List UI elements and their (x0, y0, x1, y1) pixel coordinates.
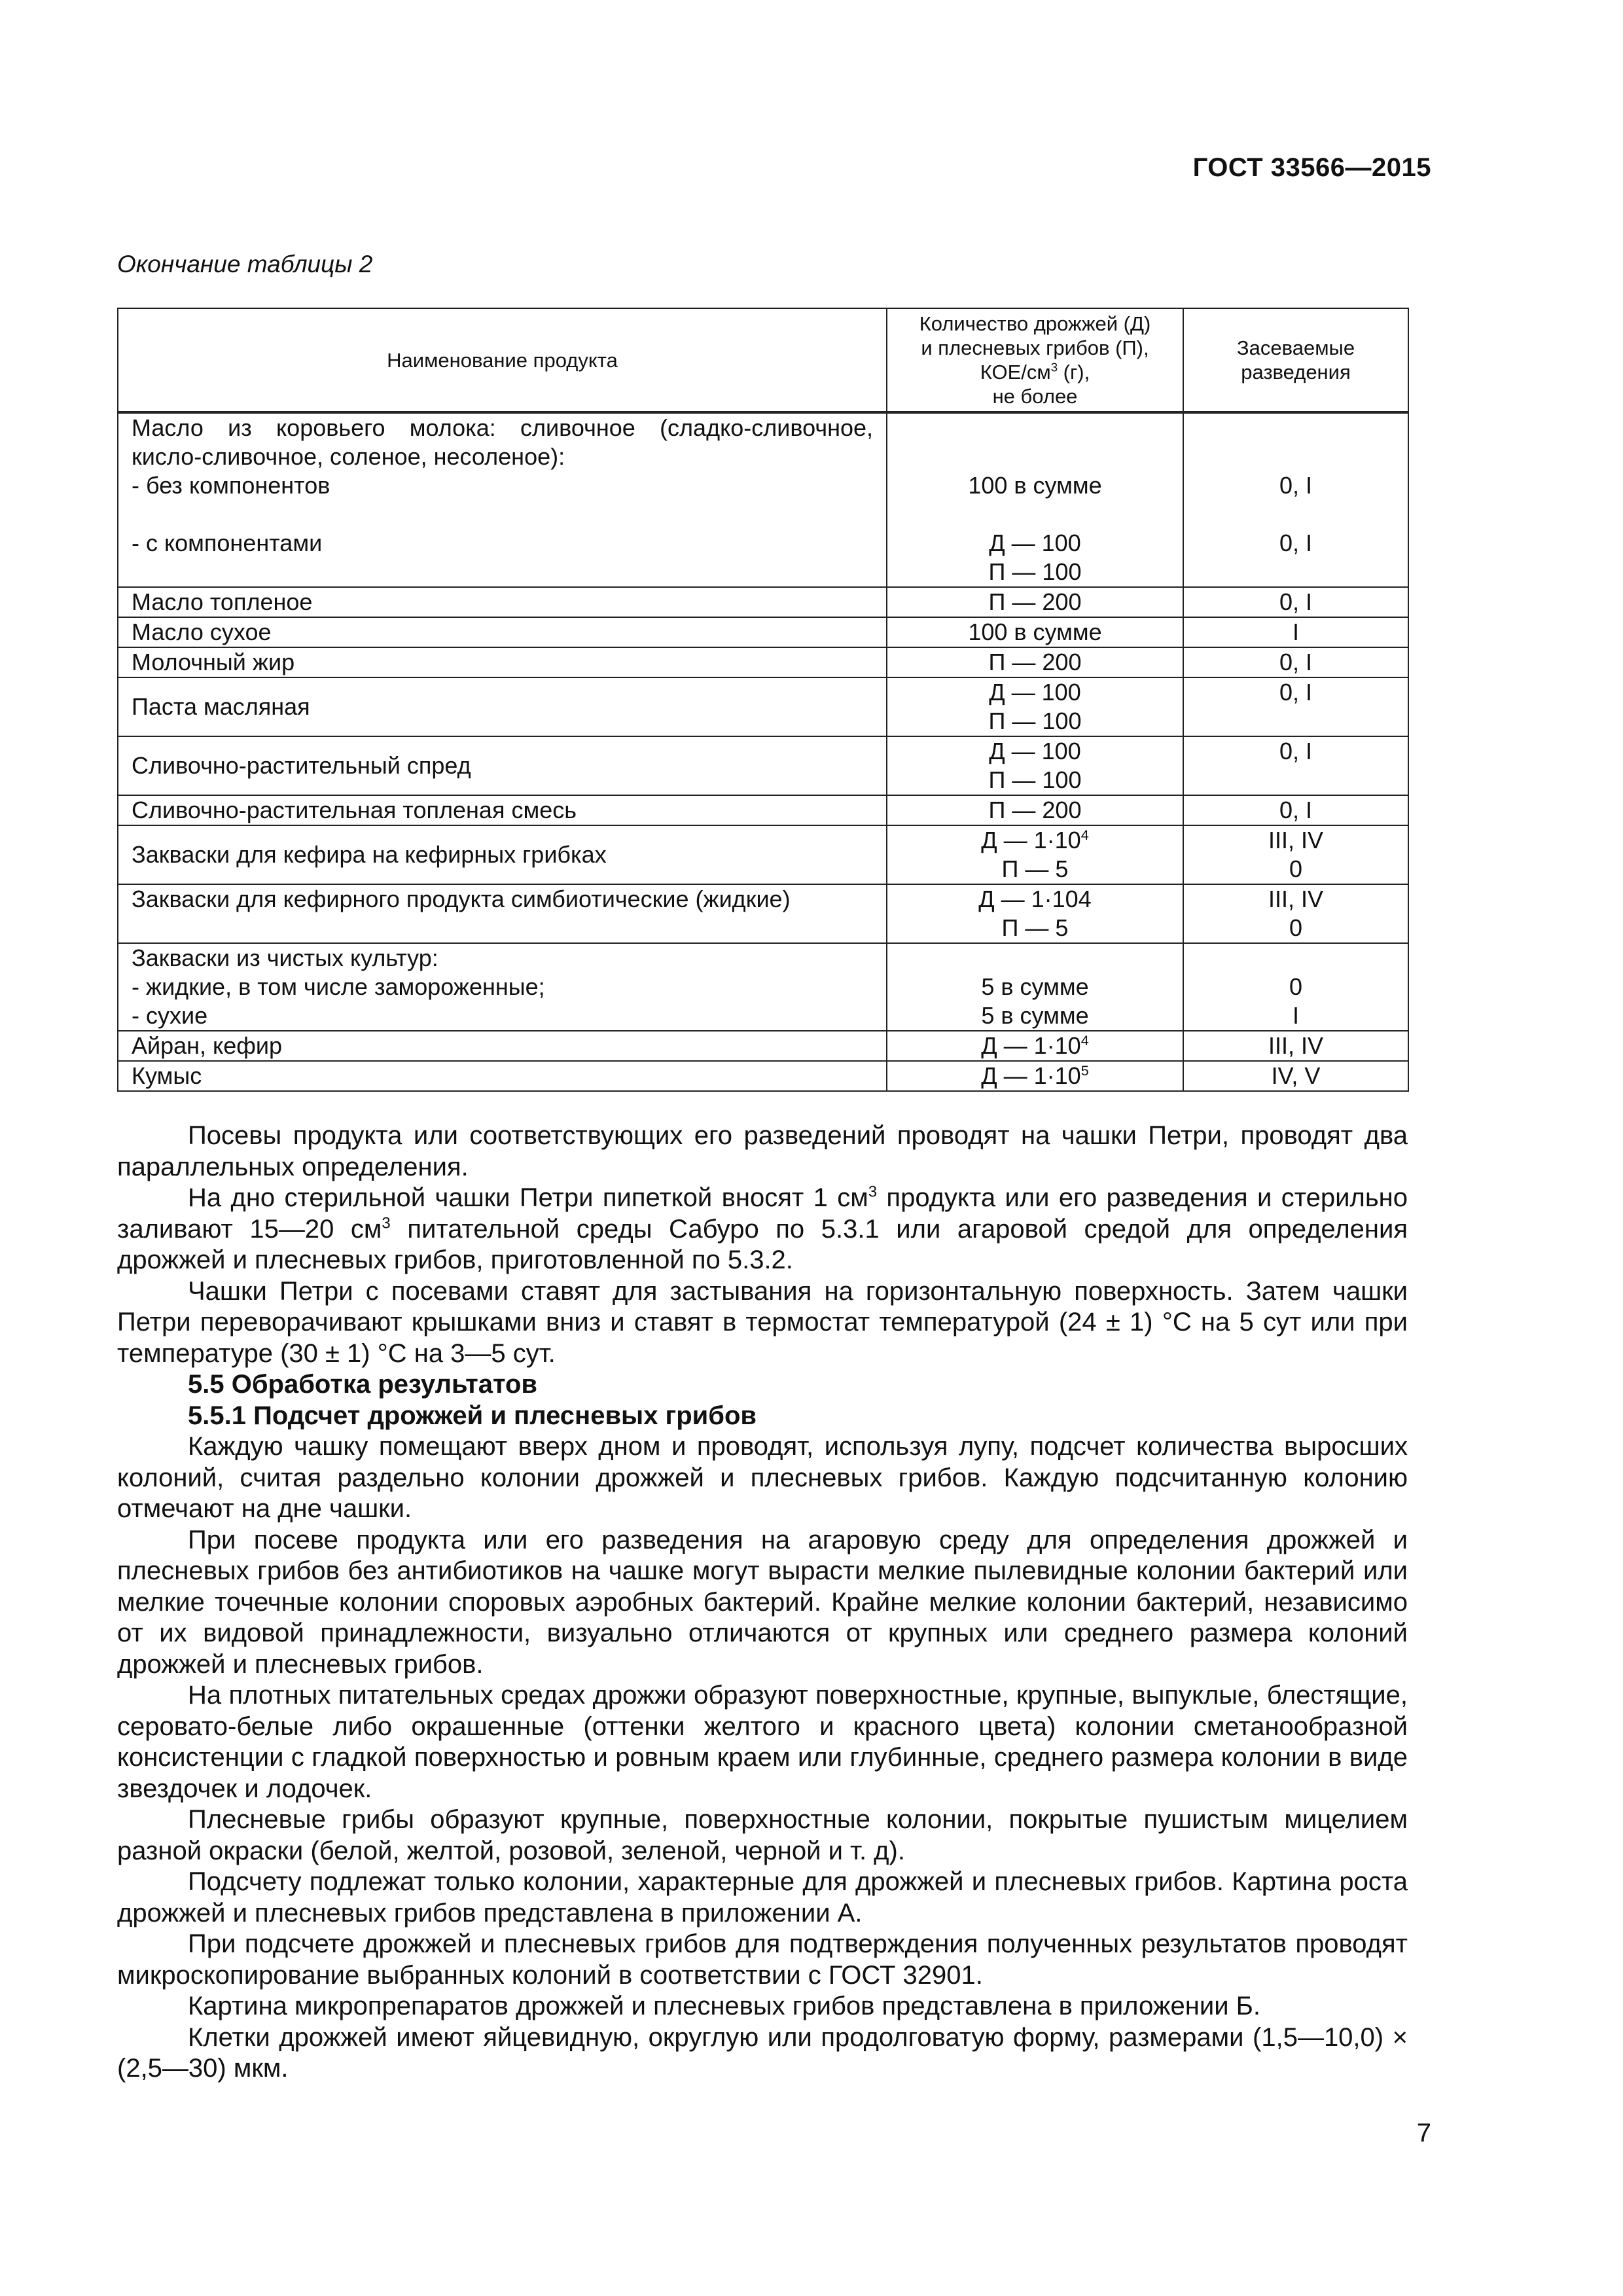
dilution-value: 0, I (1183, 795, 1408, 825)
table-row (118, 884, 1408, 943)
dilution-value: 0, I (1183, 736, 1408, 795)
count-value: Д — 100 П — 100 (887, 677, 1183, 736)
dilution-value: III, IV 0 (1183, 884, 1408, 943)
product-name: Закваски для кефирного продукта симбиотические (жидкие) (118, 884, 887, 943)
count-value: Д — 100 П — 100 (887, 736, 1183, 795)
section-heading: 5.5 Обработка результатов (188, 1370, 538, 1399)
page-number: 7 (1416, 2119, 1431, 2147)
table-row (118, 647, 1408, 677)
product-name: Молочный жир (118, 647, 887, 677)
paragraph: Картина микропрепаратов дрожжей и плесневых грибов представлена в приложении Б. (188, 1992, 1261, 2020)
count-value: 100 в сумме Д — 100 П — 100 (887, 412, 1183, 587)
paragraph: Каждую чашку помещают вверх дном и проводят, используя лупу, подсчет количества выросших колоний, считая раздельно колонии дрожжей и плесневых грибов. Каждую подсчитанную колонию отмечают на дне чашки. (117, 1432, 1408, 1523)
dilution-value: 0, I (1183, 677, 1408, 736)
dilution-value: IV, V (1183, 1061, 1408, 1091)
count-value: Д — $1\cdot 10^4$ (887, 1031, 1183, 1061)
dilution-value: 0 I (1183, 943, 1408, 1031)
table-caption: Окончание таблицы 2 (117, 251, 373, 278)
count-value: П — 200 (887, 587, 1183, 617)
product-name: Кумыс (118, 1061, 887, 1091)
dilution-value: I (1183, 617, 1408, 647)
paragraph: При подсчете дрожжей и плесневых грибов для подтверждения полученных результатов проводят микроскопирование выбранных колоний в соответствии с ГОСТ 32901. (117, 1929, 1408, 1990)
product-name: Айран, кефир (118, 1031, 887, 1061)
table-row (118, 412, 1408, 587)
product-name: Масло топленое (118, 587, 887, 617)
table-header-row (118, 308, 1408, 412)
paragraph: Плесневые грибы образуют крупные, поверхностные колонии, покрытые пушистым мицелием разной окраски (белой, желтой, розовой, зеленой, черной и т. д). (117, 1805, 1408, 1865)
dilution-value: 0, I (1183, 587, 1408, 617)
paragraph: На дно стерильной чашки Петри пипеткой вносят 1 $см^3$ продукта или его разведения и стерильно заливают 15—20 $см^3$ питательной среды Сабуро по 5.3.1 или агаровой средой для определения дрожжей и плесневых грибов, приготовленной по 5.3.2. (117, 1183, 1408, 1274)
table-row (118, 736, 1408, 795)
table-row (118, 943, 1408, 1031)
standard-code: ГОСТ 33566—2015 (1192, 153, 1431, 182)
count-value: Д — $1\cdot 10^4$ П — 5 (887, 825, 1183, 884)
table-row (118, 1031, 1408, 1061)
count-value: Д — $1\cdot 10^5$ (887, 1061, 1183, 1091)
product-name: Закваски для кефира на кефирных грибках (118, 825, 887, 884)
product-name: Сливочно-растительный спред (118, 736, 887, 795)
dilution-value: III, IV 0 (1183, 825, 1408, 884)
table-row (118, 677, 1408, 736)
header-product: Наименование продукта (118, 308, 887, 412)
count-value: Д — 1·104 П — 5 (887, 884, 1183, 943)
dilution-value: III, IV (1183, 1031, 1408, 1061)
paragraph: Подсчету подлежат только колонии, характерные для дрожжей и плесневых грибов. Картина роста дрожжей и плесневых грибов представлена в приложении А. (117, 1867, 1408, 1928)
count-value: 5 в сумме 5 в сумме (887, 943, 1183, 1031)
product-name: Масло сухое (118, 617, 887, 647)
dilution-value: 0, I 0, I (1183, 412, 1408, 587)
product-name: Масло из коровьего молока: сливочное (сладко-сливочное, кисло-сливочное, соленое, несоленое): - без компонентов - с компонентами (118, 412, 887, 587)
table-row (118, 795, 1408, 825)
header-dilutions: Засеваемые разведения (1183, 308, 1408, 412)
table-row (118, 587, 1408, 617)
count-value: П — 200 (887, 795, 1183, 825)
count-value: 100 в сумме (887, 617, 1183, 647)
product-name: Паста масляная (118, 677, 887, 736)
dilution-value: 0, I (1183, 647, 1408, 677)
paragraph: При посеве продукта или его разведения на агаровую среду для определения дрожжей и плесневых грибов без антибиотиков на чашке могут вырасти мелкие пылевидные колонии бактерий или мелкие точечные колонии споровых аэробных бактерий. Крайне мелкие колонии бактерий, независимо от их видовой принадлежности, визуально отличаются от крупных или среднего размера колоний дрожжей и плесневых грибов. (117, 1525, 1408, 1679)
paragraph: Чашки Петри с посевами ставят для застывания на горизонтальную поверхность. Затем чашки Петри переворачивают крышками вниз и ставят в термостат температурой (24 ± 1) °С на 5 сут или при температуре (30 ± 1) °С на 3—5 сут. (117, 1276, 1408, 1368)
body-text (117, 1121, 1408, 2085)
paragraph: Клетки дрожжей имеют яйцевидную, округлую или продолговатую форму, размерами (1,5—10,0) × (2,5—30) мкм. (117, 2022, 1408, 2083)
table-row (118, 825, 1408, 884)
header-count: Количество дрожжей (Д) и плесневых грибов (П), КОЕ/$см^3$ (г), не более (887, 308, 1183, 412)
requirements-table (117, 308, 1409, 1092)
paragraph: На плотных питательных средах дрожжи образуют поверхностные, крупные, выпуклые, блестящие, серовато-белые либо окрашенные (оттенки желтого и красного цвета) колонии сметанообразной консистенции с гладкой поверхностью и ровным краем или глубинные, среднего размера колонии в виде звездочек и лодочек. (117, 1681, 1408, 1803)
paragraph: Посевы продукта или соответствующих его разведений проводят на чашки Петри, проводят два параллельных определения. (117, 1121, 1408, 1181)
product-name: Закваски из чистых культур: - жидкие, в том числе замороженные; - сухие (118, 943, 887, 1031)
table-row (118, 1061, 1408, 1091)
product-name: Сливочно-растительная топленая смесь (118, 795, 887, 825)
count-value: П — 200 (887, 647, 1183, 677)
table-row (118, 617, 1408, 647)
subsection-heading: 5.5.1 Подсчет дрожжей и плесневых грибов (188, 1401, 757, 1430)
